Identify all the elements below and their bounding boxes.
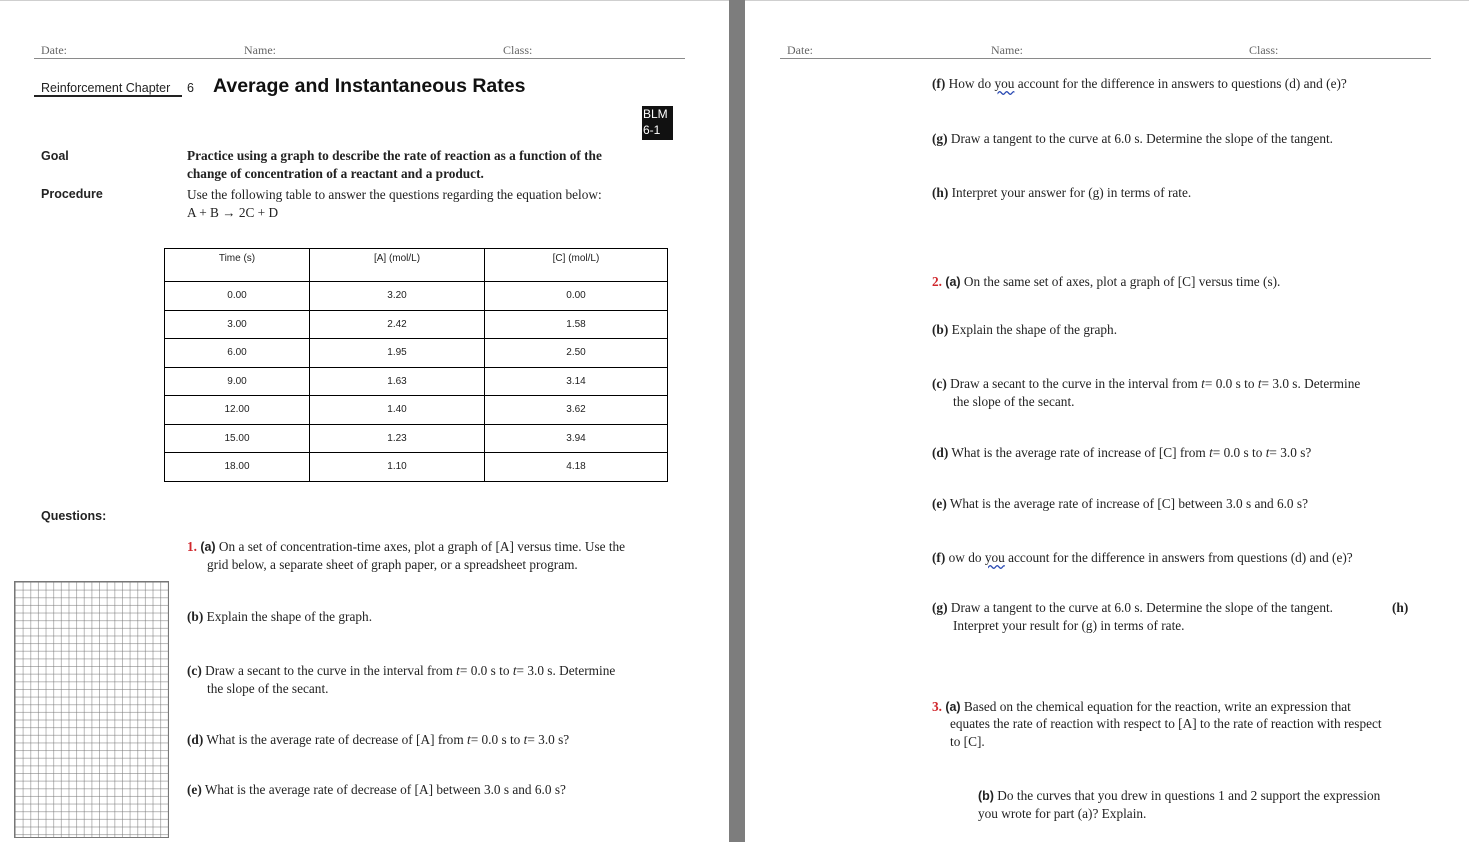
question-number: 3. (932, 699, 942, 714)
question-text: What is the average rate of decrease of [A] from (206, 732, 464, 747)
title-underline (34, 95, 182, 97)
question-3b (978, 787, 1380, 805)
spellcheck-word: you (984, 550, 1005, 565)
question-3a-line2: equates the rate of reaction with respect to [A] to the rate of reaction with respect (950, 716, 1382, 731)
column-header-c: [C] (mol/L) (485, 249, 668, 282)
question-text: = 3.0 s? (527, 732, 570, 747)
name-label: Name: (991, 43, 1023, 57)
table-cell: 1.23 (310, 424, 485, 453)
blm-number: 6-1 (643, 123, 661, 137)
table-cell: 3.00 (165, 310, 310, 339)
table-cell: 0.00 (485, 282, 668, 311)
question-3b-line2: you wrote for part (a)? Explain. (978, 806, 1147, 821)
spellcheck-word: you (994, 76, 1015, 91)
question-2a (932, 273, 1280, 291)
question-text: Explain the shape of the graph. (951, 322, 1118, 337)
column-header-time: Time (s) (165, 249, 310, 282)
table-cell: 3.62 (485, 396, 668, 425)
time-variable: t (456, 663, 460, 678)
part-label: (c) (187, 663, 202, 678)
header-rule (780, 58, 1431, 59)
part-label: (b) (187, 609, 204, 624)
question-text: account for the difference in answers from questions (d) and (e)? (1008, 550, 1353, 565)
question-1h (932, 184, 1191, 202)
table-row (165, 396, 668, 425)
table-cell: 2.50 (485, 339, 668, 368)
reinforcement-label: Reinforcement Chapter (41, 81, 171, 95)
question-text: What is the average rate of decrease of [A] between 3.0 s and 6.0 s? (204, 782, 566, 797)
question-text: = 3.0 s. Determine (1261, 376, 1361, 391)
question-2b (932, 321, 1117, 339)
question-1a (187, 538, 625, 556)
question-number: 2. (932, 274, 942, 289)
table-cell: 3.94 (485, 424, 668, 453)
table-cell: 3.14 (485, 367, 668, 396)
procedure-text: Use the following table to answer the questions regarding the equation below: (187, 187, 602, 202)
time-variable: t (1265, 445, 1270, 460)
part-label: (f) (932, 550, 946, 565)
table-header-row (165, 249, 668, 282)
table-row (165, 310, 668, 339)
time-variable: t (523, 732, 528, 747)
goal-text-line1: Practice using a graph to describe the rate of reaction as a function of the (187, 148, 602, 163)
question-1f (932, 75, 1347, 93)
table-cell: 12.00 (165, 396, 310, 425)
table-cell: 1.40 (310, 396, 485, 425)
question-1b (187, 608, 372, 626)
table-row (165, 367, 668, 396)
concentration-table (164, 248, 668, 482)
question-2d (932, 444, 1311, 462)
part-label: (e) (932, 496, 947, 511)
question-text: = 0.0 s to (1212, 445, 1263, 460)
graph-paper-grid[interactable] (14, 581, 169, 838)
blm-badge (642, 106, 673, 140)
question-2h-label: (h) (1392, 600, 1409, 615)
time-variable: t (1257, 376, 1262, 391)
time-variable: t (1201, 376, 1205, 391)
question-text: What is the average rate of increase of [C] between 3.0 s and 6.0 s? (949, 496, 1308, 511)
question-text: Do the curves that you drew in questions 1 and 2 support the expression (997, 788, 1381, 803)
questions-label: Questions: (41, 509, 107, 523)
header-rule (34, 58, 685, 59)
question-text: What is the average rate of increase of [C] from (951, 445, 1206, 460)
date-label: Date: (787, 43, 813, 57)
question-2e (932, 495, 1308, 513)
question-text: Explain the shape of the graph. (206, 609, 373, 624)
part-label: (h) (932, 185, 949, 200)
table-row (165, 339, 668, 368)
question-text: Draw a secant to the curve in the interval from (205, 663, 453, 678)
question-text: = 3.0 s? (1269, 445, 1312, 460)
reaction-equation: A + B → 2C + D (187, 205, 279, 220)
question-1d (187, 731, 569, 749)
table-cell: 6.00 (165, 339, 310, 368)
question-2c (932, 375, 1360, 393)
part-label: (a) (200, 540, 216, 554)
part-label: (c) (932, 376, 947, 391)
time-variable: t (467, 732, 471, 747)
question-3a (932, 698, 1351, 716)
part-label: (f) (932, 76, 946, 91)
question-2h-text: Interpret your result for (g) in terms of rate. (953, 618, 1185, 633)
part-label: (e) (187, 782, 202, 797)
question-text: Based on the chemical equation for the reaction, write an expression that (963, 699, 1351, 714)
column-header-a: [A] (mol/L) (310, 249, 485, 282)
chapter-number: 6 (187, 81, 194, 95)
table-cell: 3.20 (310, 282, 485, 311)
question-3a-line3: to [C]. (950, 734, 985, 749)
class-label: Class: (1249, 43, 1279, 57)
blm-label: BLM (643, 107, 668, 121)
table-cell: 0.00 (165, 282, 310, 311)
question-2g (932, 599, 1333, 617)
class-label: Class: (503, 43, 533, 57)
question-1g (932, 130, 1333, 148)
part-label: (b) (978, 789, 994, 803)
table-row (165, 282, 668, 311)
worksheet-page-left (0, 0, 729, 843)
question-text: = 0.0 s to (1204, 376, 1255, 391)
page-divider (729, 0, 745, 842)
question-1c (187, 662, 615, 680)
part-label: (g) (932, 600, 948, 615)
goal-label: Goal (41, 149, 69, 163)
table-cell: 2.42 (310, 310, 485, 339)
question-text: = 3.0 s. Determine (516, 663, 616, 678)
question-text: On the same set of axes, plot a graph of [C] versus time (s). (963, 274, 1281, 289)
part-label: (a) (945, 700, 961, 714)
question-1e (187, 781, 566, 799)
date-label: Date: (41, 43, 67, 57)
question-1c-line2: the slope of the secant. (207, 681, 329, 696)
time-variable: t (1209, 445, 1213, 460)
question-1a-line2: grid below, a separate sheet of graph paper, or a spreadsheet program. (207, 557, 578, 572)
table-row (165, 424, 668, 453)
question-text: ow do (948, 550, 982, 565)
table-cell: 4.18 (485, 453, 668, 482)
question-text: Draw a tangent to the curve at 6.0 s. Determine the slope of the tangent. (950, 131, 1333, 146)
worksheet-page-right (745, 0, 1469, 843)
procedure-label: Procedure (41, 187, 103, 201)
table-cell: 1.10 (310, 453, 485, 482)
question-text: = 0.0 s to (470, 732, 521, 747)
part-label: (d) (932, 445, 949, 460)
time-variable: t (512, 663, 517, 678)
question-text: Draw a secant to the curve in the interval from (950, 376, 1198, 391)
name-label: Name: (244, 43, 276, 57)
question-number: 1. (187, 539, 197, 554)
table-row (165, 453, 668, 482)
question-text: On a set of concentration-time axes, plot a graph of [A] versus time. Use the (218, 539, 626, 554)
question-text: Interpret your answer for (g) in terms of rate. (951, 185, 1192, 200)
question-2c-line2: the slope of the secant. (953, 394, 1075, 409)
table-cell: 1.63 (310, 367, 485, 396)
question-text: account for the difference in answers to questions (d) and (e)? (1017, 76, 1347, 91)
table-cell: 9.00 (165, 367, 310, 396)
table-cell: 1.95 (310, 339, 485, 368)
part-label: (g) (932, 131, 948, 146)
part-label: (b) (932, 322, 949, 337)
question-text: Draw a tangent to the curve at 6.0 s. Determine the slope of the tangent. (950, 600, 1333, 615)
goal-text-line2: change of concentration of a reactant and a product. (187, 166, 484, 181)
part-label: (d) (187, 732, 204, 747)
part-label: (a) (945, 275, 961, 289)
table-cell: 15.00 (165, 424, 310, 453)
page-title: Average and Instantaneous Rates (213, 75, 526, 97)
question-text: How do (948, 76, 992, 91)
table-cell: 18.00 (165, 453, 310, 482)
question-2f (932, 549, 1353, 567)
question-text: = 0.0 s to (459, 663, 510, 678)
table-cell: 1.58 (485, 310, 668, 339)
